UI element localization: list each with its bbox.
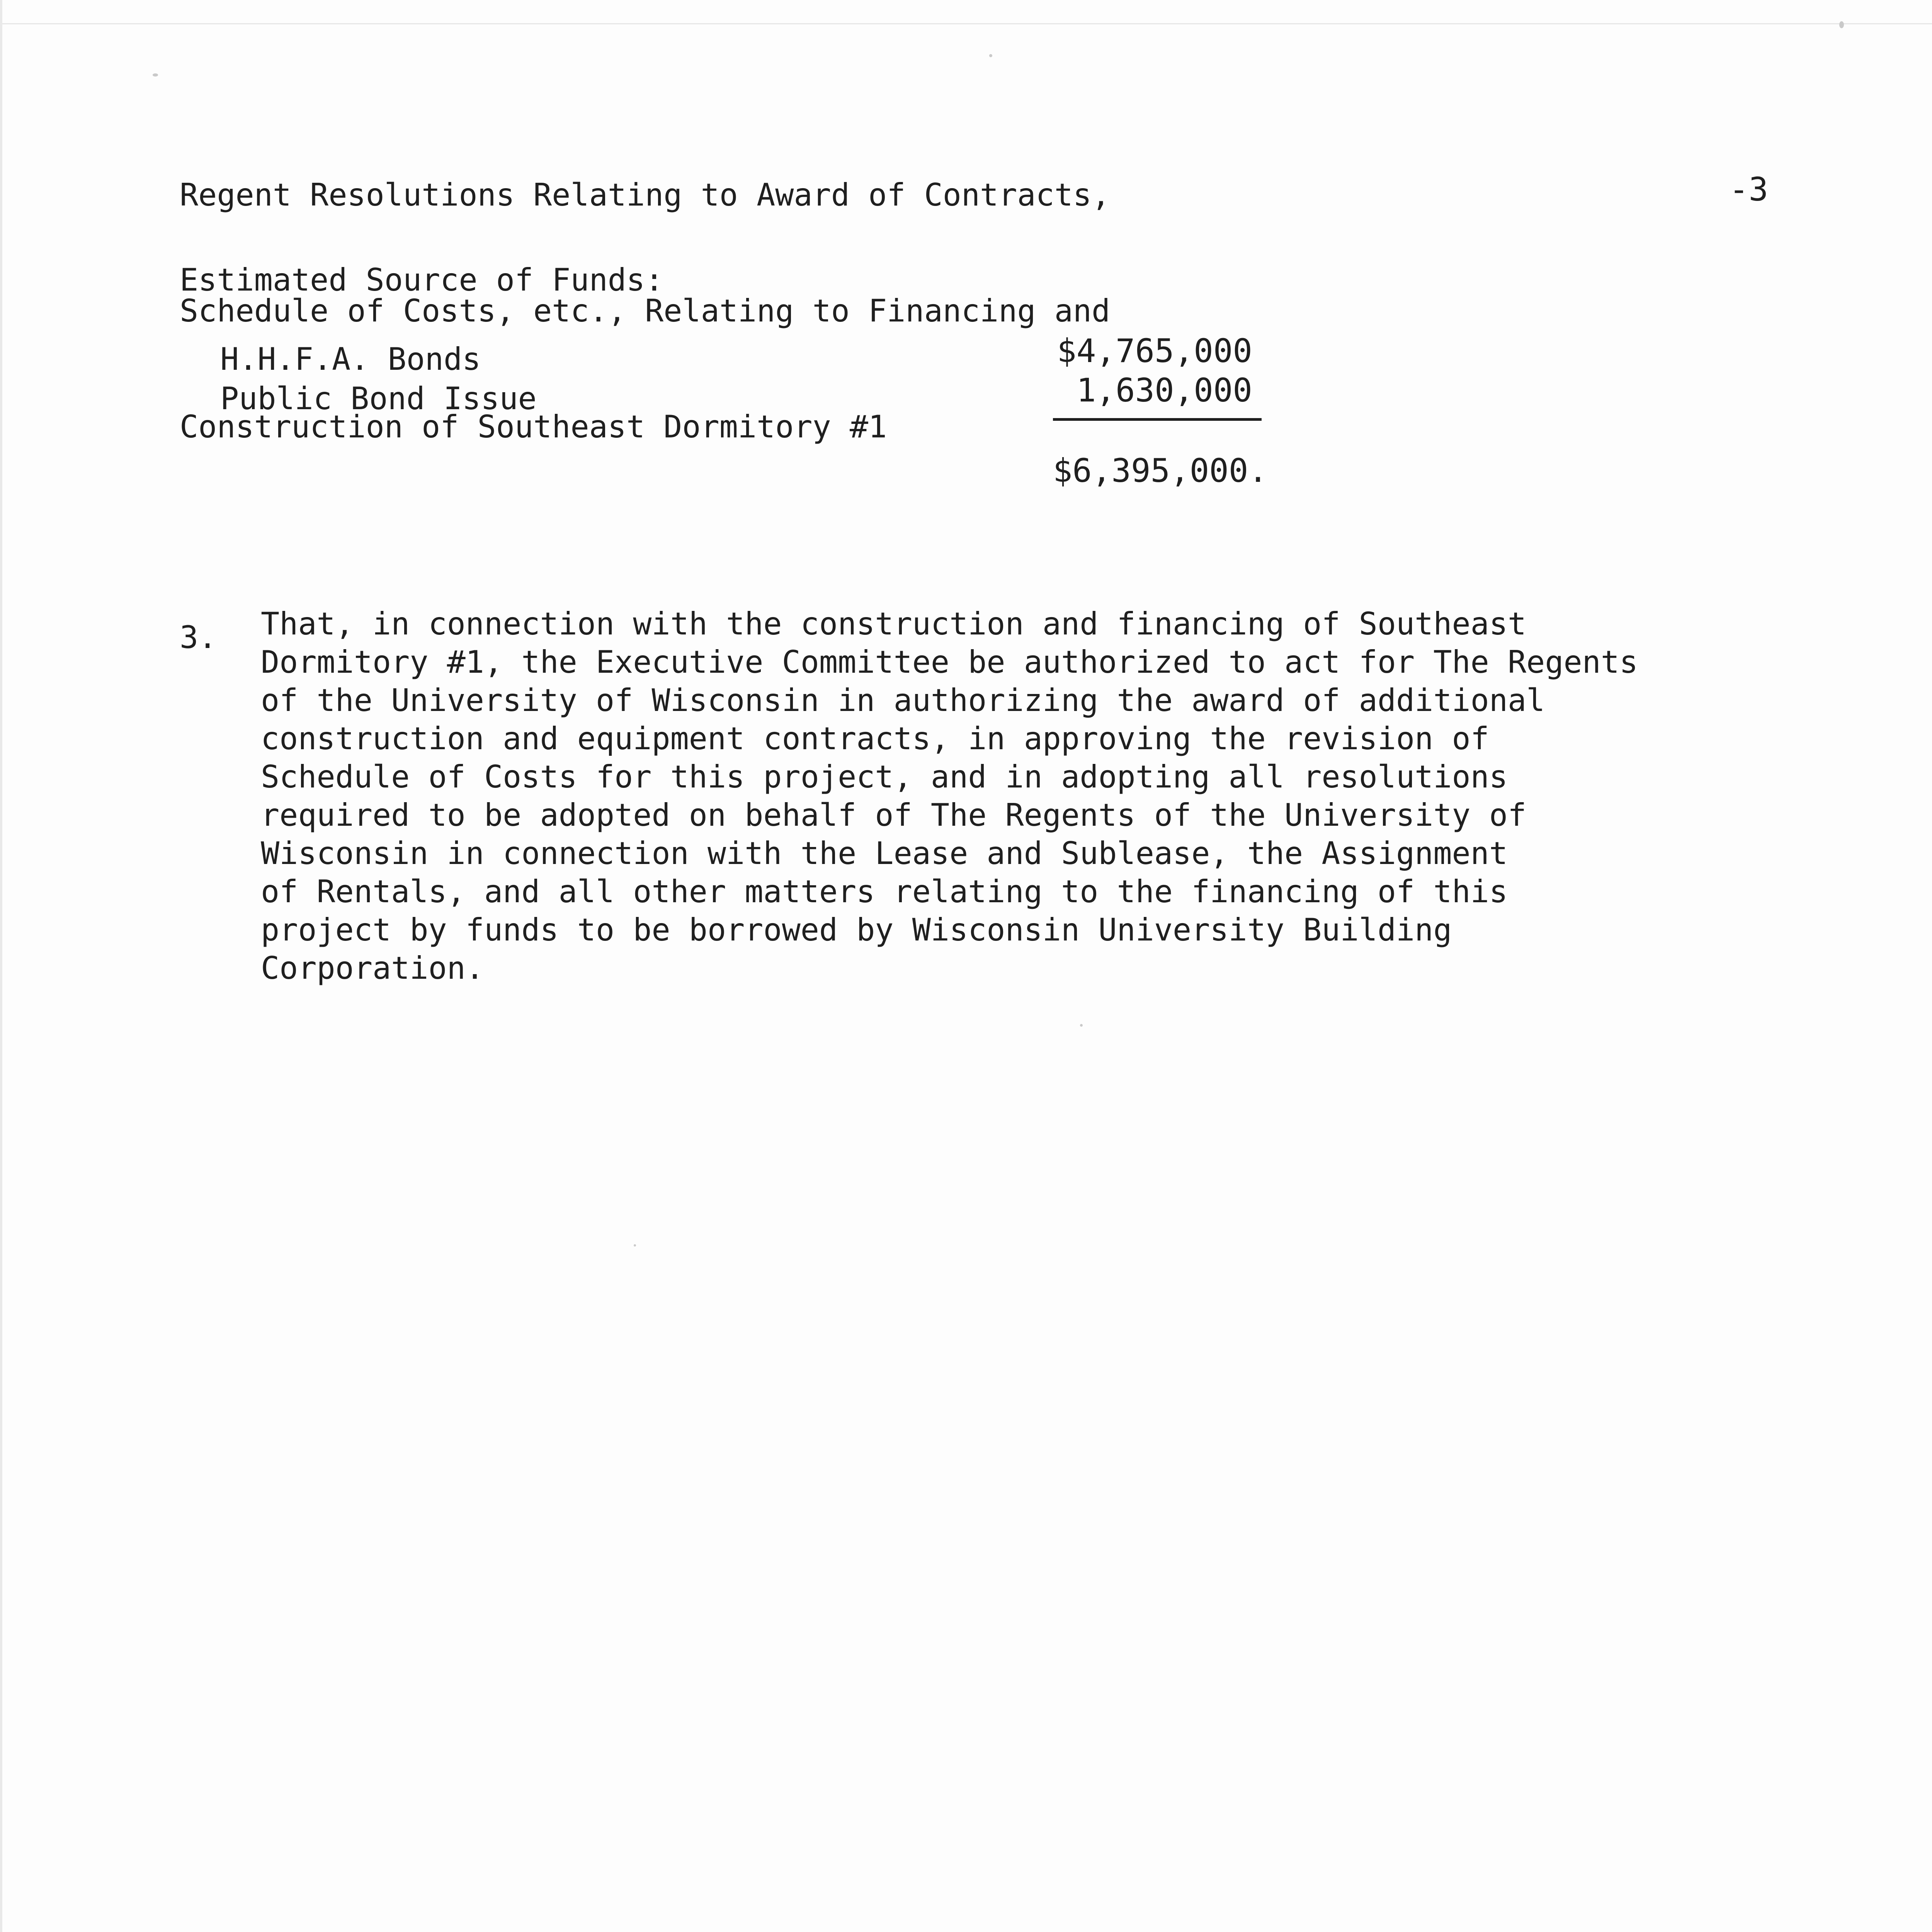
paragraph-number: 3. (180, 619, 217, 655)
funds-title: Estimated Source of Funds: (180, 262, 664, 298)
header-line: Construction of Southeast Dormitory #1 (180, 409, 887, 445)
paragraph-line: of the University of Wisconsin in authorizing the award of additional (261, 682, 1545, 718)
paragraph-line: project by funds to be borrowed by Wisconsin University Building (261, 912, 1452, 948)
document-header (180, 99, 1110, 524)
funds-amount: 1,630,000 (1076, 371, 1252, 409)
scan-left-edge (0, 0, 2, 1932)
funds-label: Public Bond Issue (220, 381, 537, 417)
scan-speck (1080, 1024, 1083, 1027)
scan-top-edge (0, 23, 1932, 24)
paragraph-line: Wisconsin in connection with the Lease and Sublease, the Assignment (261, 835, 1508, 871)
paragraph-line: construction and equipment contracts, in approving the revision of (261, 721, 1489, 757)
funds-label: H.H.F.A. Bonds (220, 341, 481, 377)
scan-speck (153, 73, 158, 77)
paragraph-line: required to be adopted on behalf of The Regents of the University of (261, 797, 1527, 833)
resolution-paragraph (261, 605, 1638, 987)
page-marker: -3 (1729, 170, 1769, 208)
paragraph-line: of Rentals, and all other matters relating to the financing of this (261, 874, 1508, 910)
sum-underline (1053, 418, 1262, 421)
paragraph-line: Dormitory #1, the Executive Committee be authorized to act for The Regents (261, 644, 1638, 680)
funds-amount: $4,765,000 (1057, 332, 1252, 370)
scan-speck (989, 54, 992, 57)
header-line: Schedule of Costs, etc., Relating to Financing and (180, 293, 1111, 329)
paragraph-line: Schedule of Costs for this project, and in adopting all resolutions (261, 759, 1508, 795)
scan-speck (634, 1244, 636, 1247)
header-line: Regent Resolutions Relating to Award of Contracts, (180, 177, 1111, 213)
scan-speck (1839, 21, 1844, 28)
funds-total: $6,395,000. (1053, 452, 1268, 490)
paragraph-line: Corporation. (261, 950, 484, 986)
paragraph-line: That, in connection with the construction and financing of Southeast (261, 606, 1527, 642)
